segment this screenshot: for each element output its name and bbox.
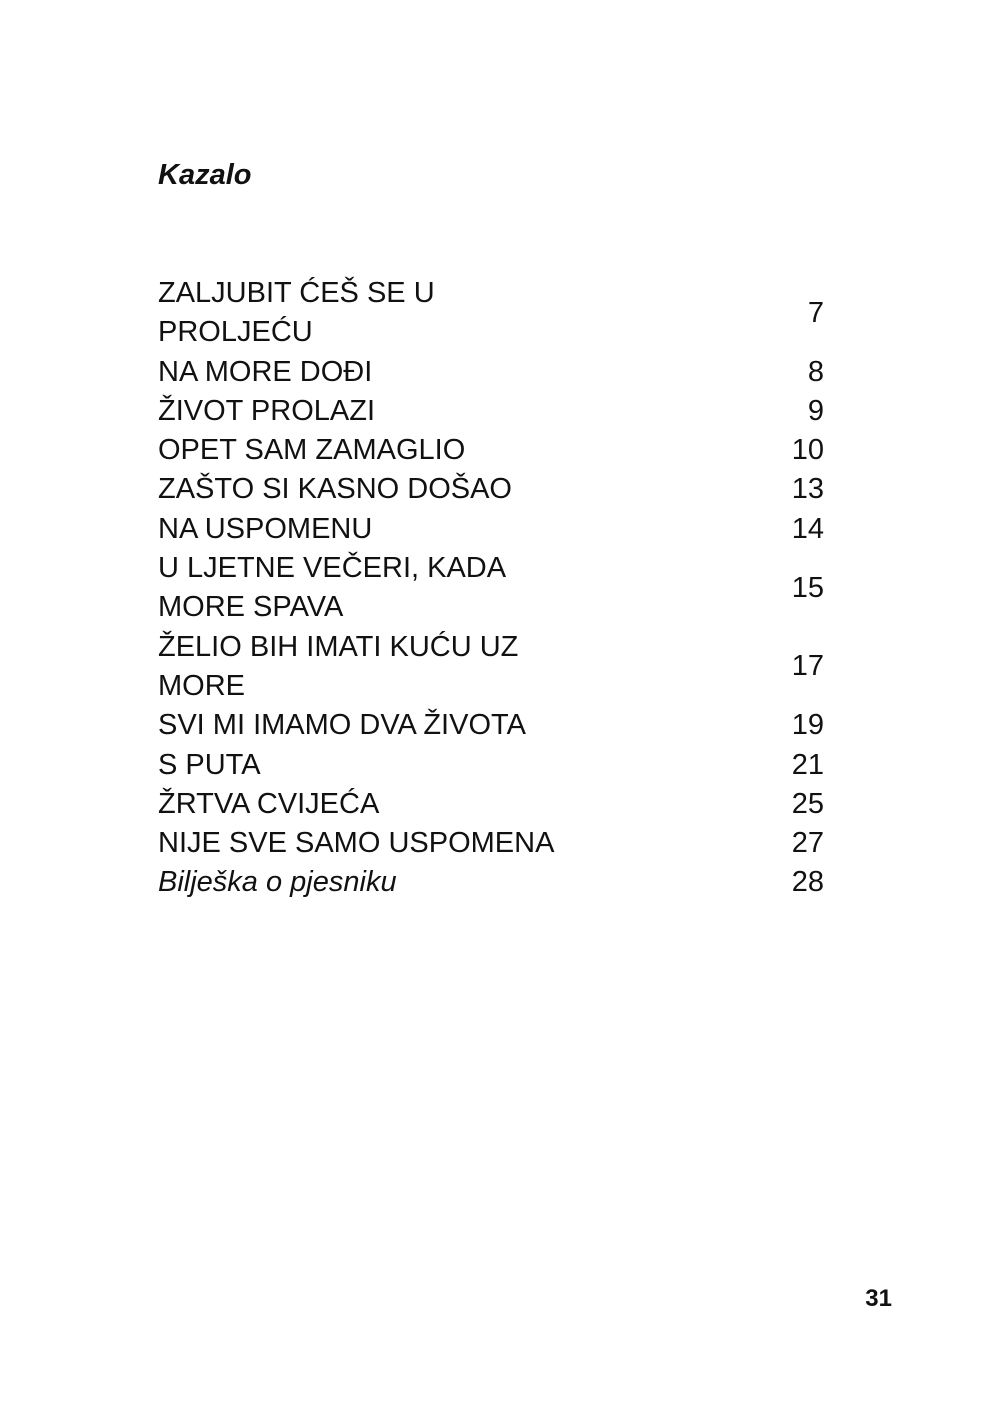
toc-entry-page: 7: [807, 296, 824, 329]
toc-entry-page: 21: [791, 748, 824, 781]
toc-entry-title: ŽIVOT PROLAZI: [158, 394, 376, 427]
toc-entry-page: 14: [791, 512, 824, 545]
toc-entry-page: 27: [791, 827, 824, 860]
toc-entry: [158, 470, 824, 509]
toc-entry-title: U LJETNE VEČERI, KADA MORE SPAVA: [158, 552, 505, 624]
toc-entry-title: ŽELIO BIH IMATI KUĆU UZ MORE: [158, 630, 519, 702]
toc-entry-title: NA MORE DOĐI: [158, 355, 373, 388]
toc-entry: [158, 274, 824, 353]
toc-entry-title: ŽRTVA CVIJEĆA: [158, 787, 380, 820]
toc-entry-title: ZAŠTO SI KASNO DOŠAO: [158, 473, 512, 506]
toc-entry-page: 25: [791, 787, 824, 820]
toc-entry: [158, 824, 824, 863]
toc-entry-title: OPET SAM ZAMAGLIO: [158, 434, 466, 467]
page-title: Kazalo: [158, 159, 252, 191]
toc-entry: [158, 549, 824, 628]
toc-entry-title: NIJE SVE SAMO USPOMENA: [158, 827, 555, 860]
toc-entry-title: Bilješka o pjesniku: [158, 866, 397, 899]
toc-entry-page: 10: [791, 434, 824, 467]
toc-entry: [158, 510, 824, 549]
toc-entry-page: 9: [807, 394, 824, 427]
page-number: 31: [865, 1285, 892, 1312]
toc-entry-page: 28: [791, 866, 824, 899]
toc-entry-page: 17: [791, 650, 824, 683]
toc-entry: [158, 353, 824, 392]
toc-entry: [158, 392, 824, 431]
toc-entry-title: ZALJUBIT ĆEŠ SE U PROLJEĆU: [158, 277, 435, 349]
toc-entry-page: 15: [791, 571, 824, 604]
toc-entry-page: 8: [807, 355, 824, 388]
toc-entry-title: S PUTA: [158, 748, 261, 781]
toc-entry: [158, 863, 824, 902]
toc-entry: [158, 746, 824, 785]
table-of-contents: [158, 274, 824, 903]
toc-entry: [158, 785, 824, 824]
toc-entry: [158, 706, 824, 745]
toc-entry: [158, 628, 824, 707]
toc-entry-page: 19: [791, 709, 824, 742]
toc-entry: [158, 431, 824, 470]
toc-entry-title: NA USPOMENU: [158, 512, 373, 545]
toc-entry-title: SVI MI IMAMO DVA ŽIVOTA: [158, 709, 526, 742]
toc-entry-page: 13: [791, 473, 824, 506]
